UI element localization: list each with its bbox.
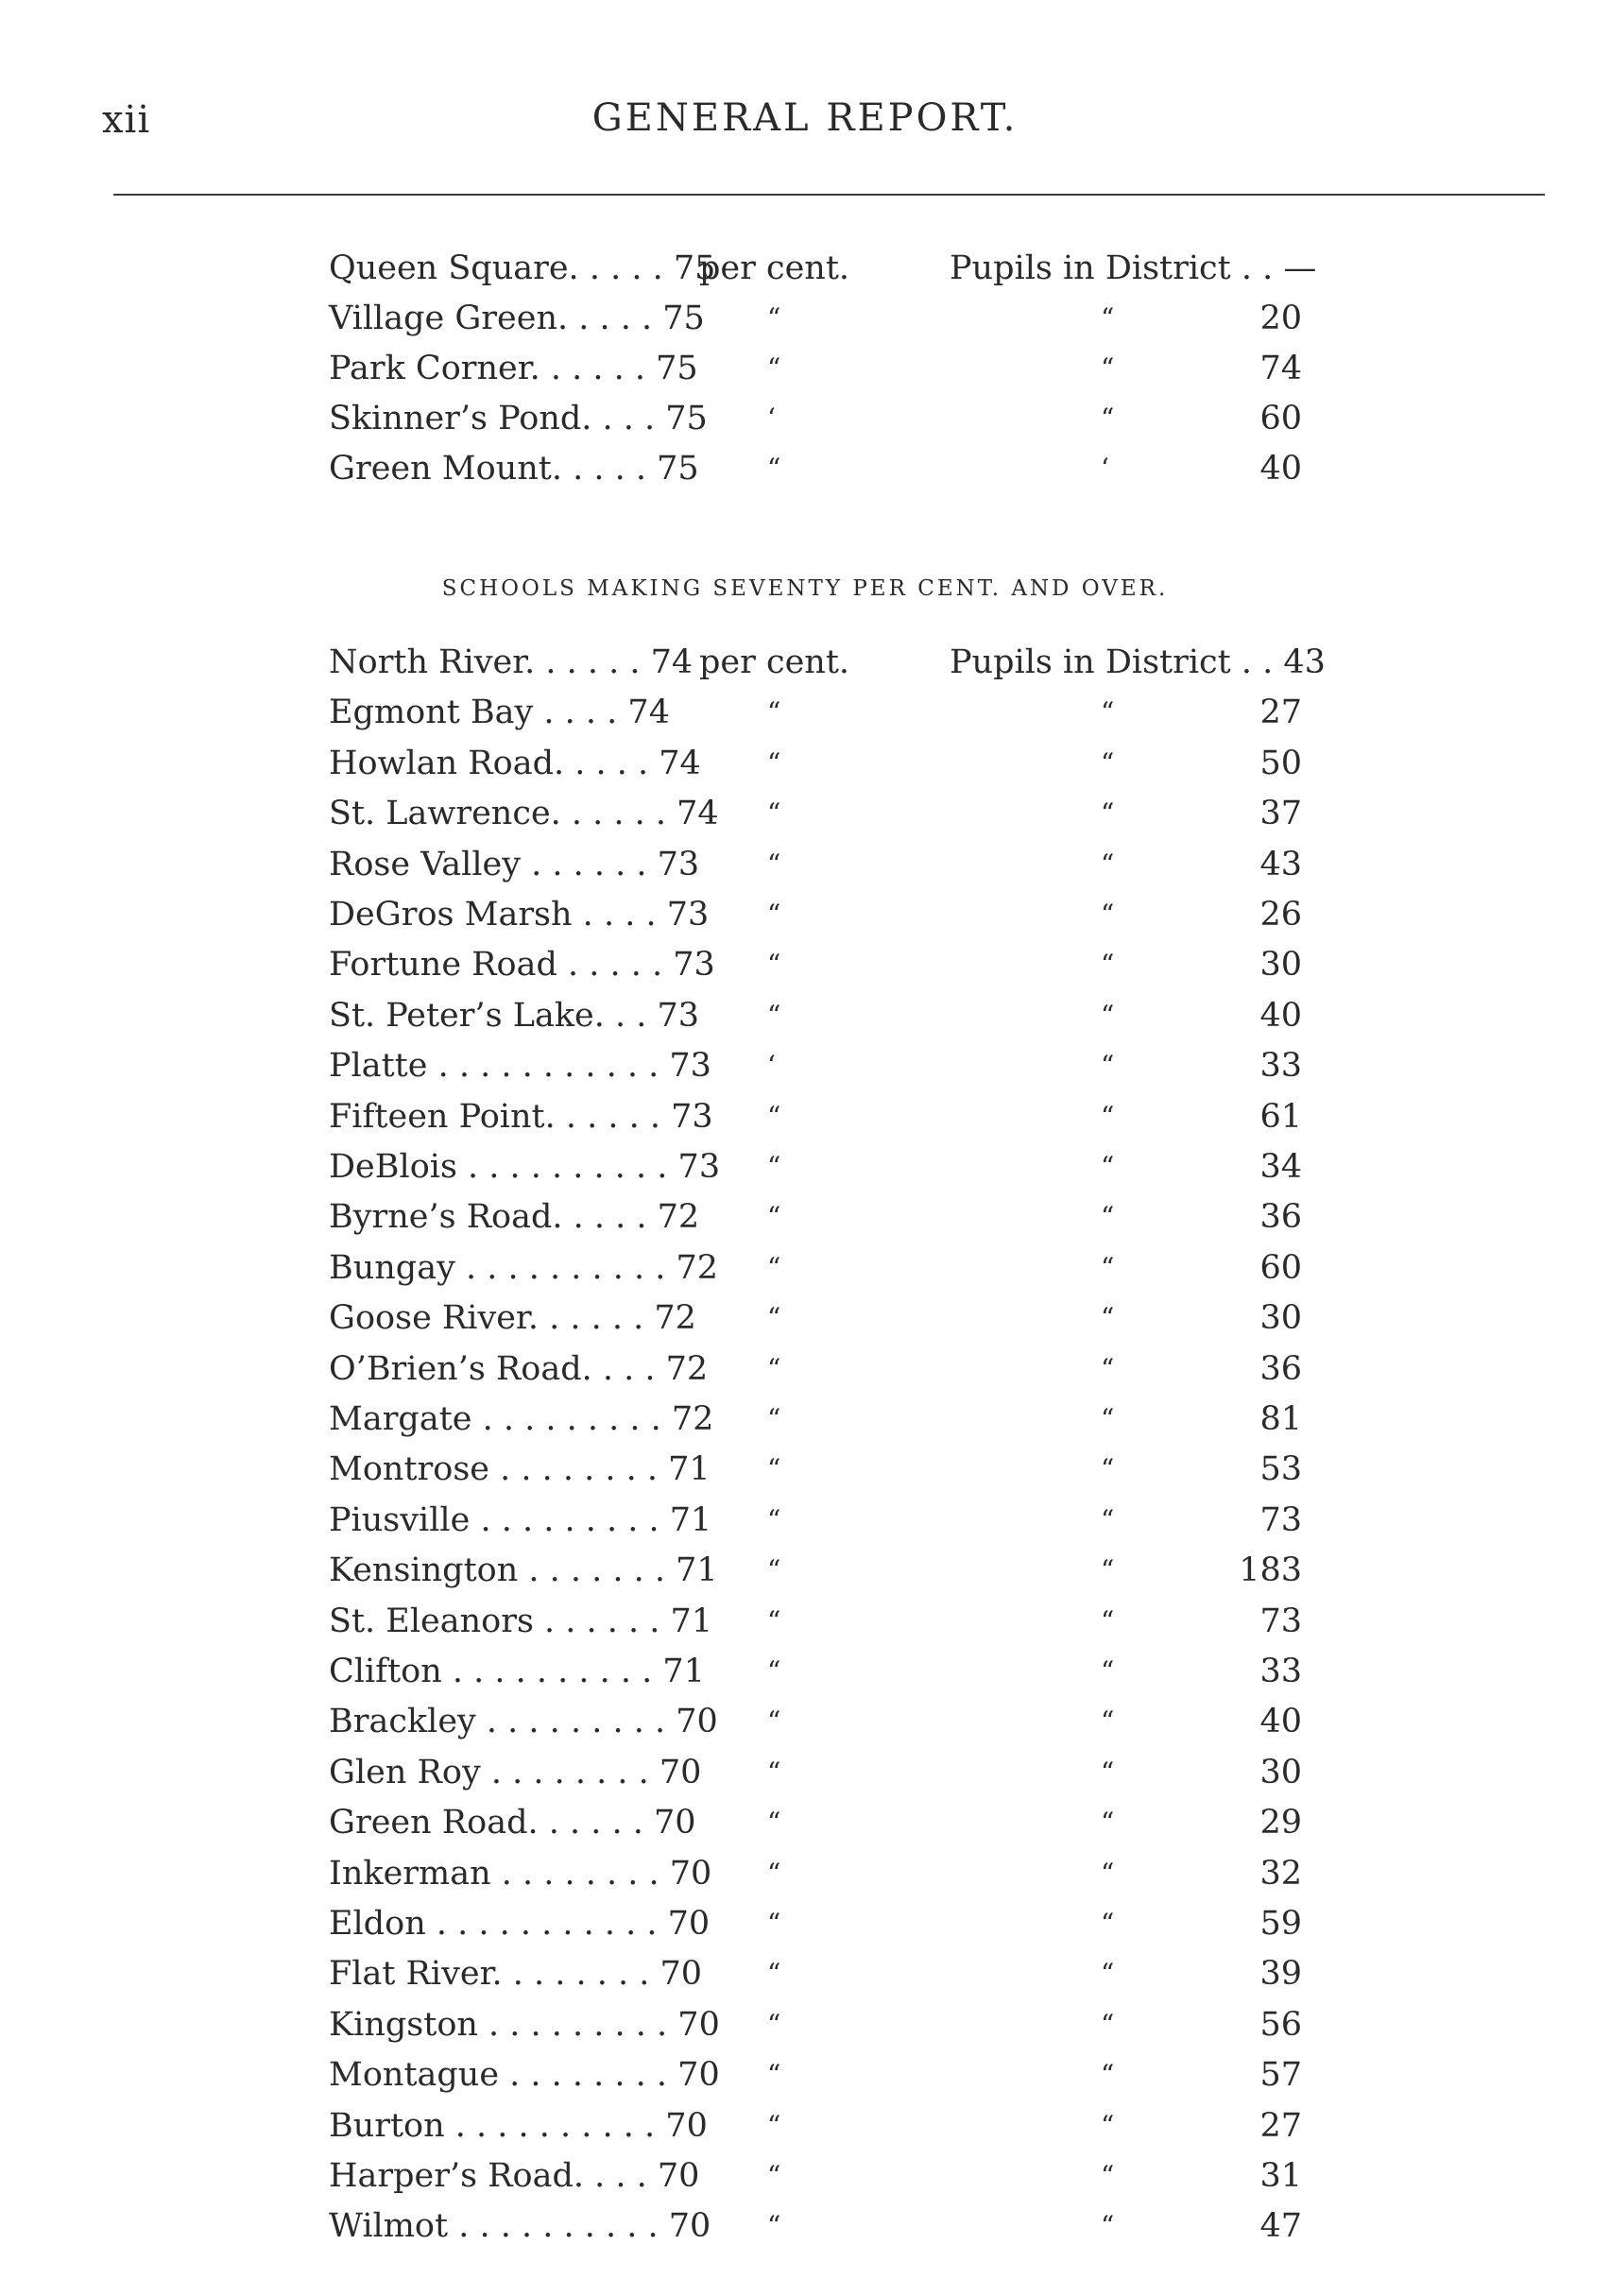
table-row — [0, 1346, 1610, 1392]
school-name: Queen Square. . . . . 75 — [329, 249, 716, 287]
school-name: Goose River. . . . . . 72 — [329, 1299, 696, 1338]
ditto-mark: “ — [767, 2109, 781, 2141]
school-name: DeGros Marsh . . . . 73 — [329, 896, 710, 934]
table-row — [0, 346, 1610, 391]
ditto-mark: “ — [1101, 1050, 1115, 1082]
pupils-count: 37 — [1259, 795, 1302, 833]
pupils-count: 59 — [1259, 1905, 1302, 1943]
school-name: Green Mount. . . . . 75 — [329, 450, 699, 488]
ditto-mark: “ — [767, 1908, 781, 1939]
school-name: Eldon . . . . . . . . . . . 70 — [329, 1905, 711, 1943]
table-row — [0, 2153, 1610, 2199]
ditto-mark: “ — [1101, 2210, 1115, 2242]
pupils-count: 57 — [1259, 2056, 1302, 2095]
ditto-mark: “ — [767, 1201, 781, 1233]
school-name: Rose Valley . . . . . . 73 — [329, 845, 700, 883]
ditto-mark: “ — [767, 1958, 781, 1990]
table-row — [0, 2002, 1610, 2048]
ditto-mark: “ — [767, 1151, 781, 1182]
school-name: Clifton . . . . . . . . . . 71 — [329, 1653, 705, 1690]
percent-label: per cent. — [699, 643, 850, 681]
pupils-count: 74 — [1259, 350, 1302, 387]
table-row — [0, 1194, 1610, 1240]
ditto-mark: “ — [1101, 352, 1115, 384]
ditto-mark: “ — [767, 2008, 781, 2040]
ditto-mark: “ — [1101, 2059, 1115, 2091]
ditto-mark: “ — [1101, 1908, 1115, 1939]
table-row — [0, 1447, 1610, 1492]
table-row — [0, 1649, 1610, 1694]
ditto-mark: “ — [767, 352, 781, 384]
ditto-mark: “ — [1101, 1453, 1115, 1485]
school-name: Inkerman . . . . . . . . 70 — [329, 1854, 712, 1893]
table-row — [0, 942, 1610, 987]
school-name: Wilmot . . . . . . . . . . 70 — [329, 2207, 711, 2246]
ditto-mark: “ — [767, 1655, 781, 1687]
ditto-mark: “ — [767, 1403, 781, 1434]
ditto-mark: “ — [767, 1302, 781, 1334]
ditto-mark: ‘ — [1101, 453, 1109, 484]
ditto-mark: “ — [767, 1554, 781, 1586]
table-row — [0, 1548, 1610, 1593]
table-row — [0, 892, 1610, 937]
ditto-mark: “ — [767, 2210, 781, 2242]
ditto-mark: “ — [767, 848, 781, 880]
school-name: O’Brien’s Road. . . . 72 — [329, 1349, 709, 1388]
ditto-mark: “ — [1101, 1554, 1115, 1586]
ditto-mark: “ — [767, 899, 781, 930]
school-name: St. Lawrence. . . . . . 74 — [329, 795, 719, 833]
school-name: Park Corner. . . . . . 75 — [329, 350, 698, 387]
ditto-mark: “ — [1101, 746, 1115, 779]
school-name: Fifteen Point. . . . . . 73 — [329, 1097, 713, 1136]
table-row — [0, 741, 1610, 786]
school-name: Burton . . . . . . . . . . 70 — [329, 2106, 708, 2145]
ditto-mark: “ — [767, 1352, 781, 1384]
table-row — [0, 1043, 1610, 1088]
table-row — [0, 1699, 1610, 1744]
pupils-count: 31 — [1259, 2157, 1302, 2195]
school-name: Howlan Road. . . . . 74 — [329, 744, 701, 782]
school-name: Glen Roy . . . . . . . . 70 — [329, 1753, 702, 1791]
pupils-count: 36 — [1259, 1198, 1302, 1237]
ditto-mark: “ — [767, 999, 781, 1031]
ditto-mark: “ — [1101, 1958, 1115, 1990]
ditto-mark: “ — [1101, 2160, 1115, 2191]
ditto-mark: “ — [767, 949, 781, 981]
pupils-count: 30 — [1259, 1753, 1302, 1791]
pupils-count: 36 — [1259, 1349, 1302, 1388]
table-row — [0, 1901, 1610, 1946]
ditto-mark: “ — [1101, 1655, 1115, 1687]
school-name: Harper’s Road. . . . 70 — [329, 2157, 700, 2195]
pupils-count: 81 — [1259, 1400, 1302, 1438]
pupils-count: 73 — [1259, 1602, 1302, 1640]
table-row — [0, 1951, 1610, 1996]
school-name: Piusville . . . . . . . . . 71 — [329, 1500, 712, 1539]
ditto-mark: “ — [767, 797, 781, 830]
ditto-mark: “ — [767, 1807, 781, 1839]
pupils-label: Pupils in District . . 43 — [950, 643, 1326, 681]
school-name: Kingston . . . . . . . . . 70 — [329, 2005, 720, 2044]
ditto-mark: “ — [767, 2059, 781, 2091]
ditto-mark: “ — [1101, 696, 1115, 728]
ditto-mark: ‘ — [767, 403, 776, 434]
pupils-count: 30 — [1259, 946, 1302, 985]
table-row — [0, 296, 1610, 341]
school-name: Montague . . . . . . . . 70 — [329, 2056, 720, 2095]
school-name: St. Peter’s Lake. . . 73 — [329, 996, 700, 1035]
ditto-mark: “ — [1101, 1352, 1115, 1384]
pupils-count: 40 — [1259, 1703, 1302, 1741]
pupils-count: 32 — [1259, 1854, 1302, 1893]
percent-label: per cent. — [699, 249, 850, 287]
ditto-mark: “ — [767, 2160, 781, 2191]
ditto-mark: “ — [1101, 1302, 1115, 1334]
pupils-count: 33 — [1259, 1653, 1302, 1690]
table-row — [0, 842, 1610, 887]
ditto-mark: ‘ — [767, 1050, 776, 1082]
ditto-mark: “ — [1101, 1604, 1115, 1636]
table-row — [0, 1094, 1610, 1139]
ditto-mark: “ — [1101, 899, 1115, 930]
ditto-mark: “ — [1101, 2008, 1115, 2040]
school-name: North River. . . . . . 74 — [329, 643, 694, 681]
pupils-count: 56 — [1259, 2005, 1302, 2044]
ditto-mark: “ — [767, 1251, 781, 1283]
ditto-mark: “ — [1101, 1503, 1115, 1535]
pupils-count: 60 — [1259, 1248, 1302, 1287]
ditto-mark: “ — [1101, 1857, 1115, 1889]
table-row — [0, 446, 1610, 491]
table-row — [0, 1498, 1610, 1543]
school-name: Green Road. . . . . . 70 — [329, 1804, 696, 1842]
pupils-count: 20 — [1259, 300, 1302, 337]
pupils-count: 40 — [1259, 450, 1302, 488]
ditto-mark: “ — [1101, 848, 1115, 880]
ditto-mark: “ — [1101, 1251, 1115, 1283]
ditto-mark: “ — [1101, 949, 1115, 981]
page-number: xii — [102, 98, 151, 142]
pupils-count: 50 — [1259, 744, 1302, 782]
pupils-count: 73 — [1259, 1500, 1302, 1539]
pupils-count: 61 — [1259, 1097, 1302, 1136]
table-row — [0, 246, 1610, 291]
school-name: Skinner’s Pond. . . . 75 — [329, 400, 708, 437]
ditto-mark: “ — [767, 1756, 781, 1788]
school-name: Margate . . . . . . . . . 72 — [329, 1400, 714, 1438]
ditto-mark: “ — [767, 1857, 781, 1889]
school-name: Flat River. . . . . . . . 70 — [329, 1955, 702, 1994]
table-row — [0, 690, 1610, 735]
pupils-count: 27 — [1259, 694, 1302, 732]
table-row — [0, 2103, 1610, 2149]
table-row — [0, 396, 1610, 441]
ditto-mark: “ — [767, 696, 781, 728]
ditto-mark: “ — [1101, 1705, 1115, 1738]
ditto-mark: “ — [767, 746, 781, 779]
header-rule — [113, 194, 1545, 196]
school-name: DeBlois . . . . . . . . . . 73 — [329, 1148, 721, 1186]
table-row — [0, 1144, 1610, 1190]
school-name: Byrne’s Road. . . . . 72 — [329, 1198, 700, 1237]
ditto-mark: “ — [1101, 403, 1115, 434]
pupils-label: Pupils in District . . — — [950, 249, 1317, 287]
pupils-count: 34 — [1259, 1148, 1302, 1186]
ditto-mark: “ — [767, 1503, 781, 1535]
ditto-mark: “ — [1101, 1151, 1115, 1182]
pupils-count: 26 — [1259, 896, 1302, 934]
table-row — [0, 1295, 1610, 1341]
pupils-count: 30 — [1259, 1299, 1302, 1338]
table-row — [0, 2052, 1610, 2098]
school-name: Bungay . . . . . . . . . . 72 — [329, 1248, 719, 1287]
school-name: Fortune Road . . . . . 73 — [329, 946, 715, 985]
table-row — [0, 1599, 1610, 1644]
pupils-count: 47 — [1259, 2207, 1302, 2246]
pupils-count: 43 — [1259, 845, 1302, 883]
ditto-mark: “ — [767, 1705, 781, 1738]
pupils-count: 53 — [1259, 1450, 1302, 1489]
table-row — [0, 1396, 1610, 1442]
section-heading: SCHOOLS MAKING SEVENTY PER CENT. AND OVER. — [441, 576, 1169, 601]
ditto-mark: “ — [767, 453, 781, 484]
table-row — [0, 640, 1610, 685]
school-name: St. Eleanors . . . . . . 71 — [329, 1602, 713, 1640]
ditto-mark: “ — [1101, 1756, 1115, 1788]
pupils-count: 60 — [1259, 400, 1302, 437]
table-row — [0, 1750, 1610, 1795]
ditto-mark: “ — [767, 1100, 781, 1132]
pupils-count: 29 — [1259, 1804, 1302, 1842]
ditto-mark: “ — [767, 1604, 781, 1636]
ditto-mark: “ — [1101, 797, 1115, 830]
school-name: Egmont Bay . . . . 74 — [329, 694, 670, 732]
school-name: Brackley . . . . . . . . . 70 — [329, 1703, 718, 1741]
pupils-count: 33 — [1259, 1047, 1302, 1086]
table-row — [0, 1851, 1610, 1896]
pupils-count: 40 — [1259, 996, 1302, 1035]
ditto-mark: “ — [1101, 999, 1115, 1031]
running-head: GENERAL REPORT. — [591, 96, 1019, 140]
ditto-mark: “ — [1101, 1807, 1115, 1839]
table-row — [0, 1800, 1610, 1845]
table-row — [0, 791, 1610, 836]
table-row — [0, 2203, 1610, 2249]
ditto-mark: “ — [1101, 302, 1115, 334]
school-name: Village Green. . . . . 75 — [329, 300, 705, 337]
ditto-mark: “ — [1101, 2109, 1115, 2141]
school-name: Kensington . . . . . . . 71 — [329, 1551, 718, 1590]
table-row — [0, 993, 1610, 1038]
ditto-mark: “ — [1101, 1403, 1115, 1434]
pupils-count: 27 — [1259, 2106, 1302, 2145]
ditto-mark: “ — [767, 302, 781, 334]
school-name: Montrose . . . . . . . . 71 — [329, 1450, 711, 1489]
pupils-count: 39 — [1259, 1955, 1302, 1994]
pupils-count: 183 — [1239, 1551, 1302, 1590]
school-name: Platte . . . . . . . . . . . 73 — [329, 1047, 711, 1086]
ditto-mark: “ — [1101, 1100, 1115, 1132]
ditto-mark: “ — [1101, 1201, 1115, 1233]
ditto-mark: “ — [767, 1453, 781, 1485]
table-row — [0, 1245, 1610, 1291]
